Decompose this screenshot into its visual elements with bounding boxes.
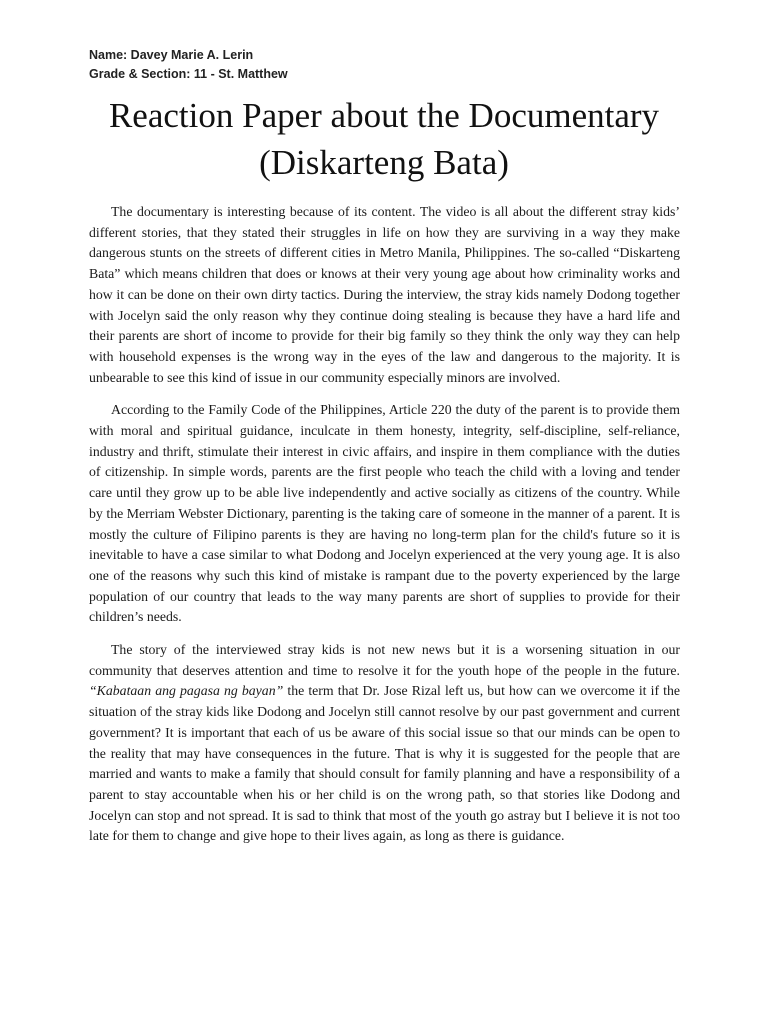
document-title — [60, 92, 708, 186]
paragraph-3-rest: the term that Dr. Jose Rizal left us, but how can we overcome it if the situation of the stray kids like Dodong and Jocelyn still cannot resolve by our past government and current government? It is important that each of us be aware of this social issue so that our minds can be open to the reality that may have consequences in the future. That is why it is suggested for the people that are married and wants to make a family that should consult for family planning and have a responsibility of a parent to stay accountable when his or her child is on the wrong path, so that stories like Dodong and Jocelyn can stop and not spread. It is sad to think that most of the youth go astray but I believe it is not too late for them to change and give hope to their lives again, as long as there is guidance. — [89, 683, 680, 844]
document-body — [89, 202, 680, 859]
grade-section: Grade & Section: 11 - St. Matthew — [89, 67, 288, 81]
paragraph-3 — [89, 640, 680, 847]
paragraph-3-intro: The story of the interviewed stray kids is not new news but it is a worsening situation in our community that deserves attention and time to resolve it for the youth hope of the people in the future. — [89, 642, 680, 678]
title-line-2: (Diskarteng Bata) — [259, 143, 509, 182]
student-info — [89, 46, 288, 84]
title-line-1: Reaction Paper about the Documentary — [108, 96, 660, 135]
paragraph-1: The documentary is interesting because of its content. The video is all about the different stray kids’ different stories, that they stated their struggles in life on how they are surviving in a way they make dangerous stunts on the streets of different cities in Metro Manila, Philippines. The so-called “Diskarteng Bata” which means children that does or knows at their very young age about how criminality works and how it can be done on their own dirty tactics. During the interview, the stray kids namely Dodong together with Jocelyn said the only reason why they continue doing stealing is because they have a hard life and their parents are short of income to provide for their big family so they think the only way they can help with household expenses is the wrong way in the eyes of the law and dangerous to the majority. It is unbearable to see this kind of issue in our community especially minors are involved. — [89, 204, 680, 385]
paragraph-2: According to the Family Code of the Philippines, Article 220 the duty of the parent is to provide them with moral and spiritual guidance, inculcate in them honesty, integrity, self-discipline, self-reliance, industry and thrift, stimulate their interest in civic affairs, and inspire in them compliance with the duties of citizenship. In simple words, parents are the first people who teach the child with a loving and tender care until they grow up to be able live independently and active socially as citizens of the country. While by the Merriam Webster Dictionary, parenting is the taking care of someone in the manner of a parent. It is mostly the culture of Filipino parents is they are having no long-term plan for the child's future so it is inevitable to have a case similar to what Dodong and Jocelyn experienced at the very young age. It is also one of the reasons why such this kind of mistake is rampant due to the poverty experienced by the large population of our country that leads to the way many parents are short of supplies to provide for their children’s needs. — [89, 402, 680, 625]
student-name: Name: Davey Marie A. Lerin — [89, 48, 254, 62]
rizal-quote: “Kabataan ang pagasa ng bayan” — [89, 683, 284, 699]
